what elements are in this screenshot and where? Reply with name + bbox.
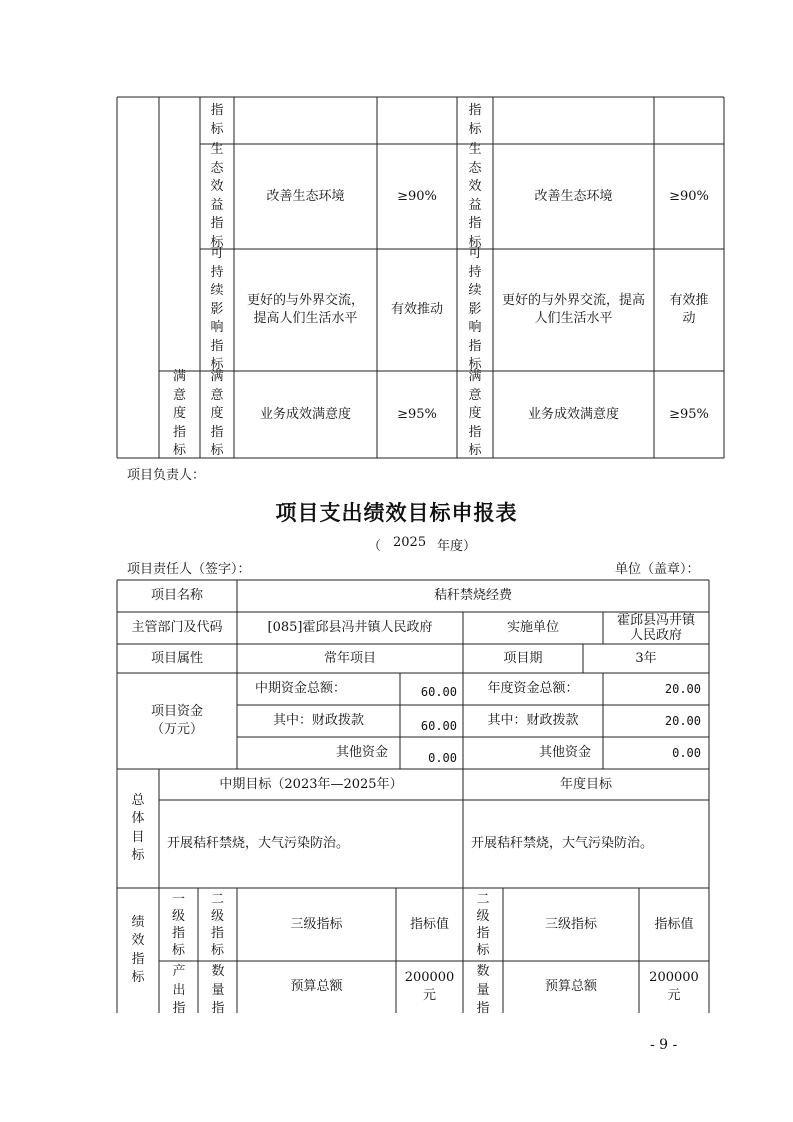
period-label: 项目期 bbox=[503, 650, 543, 666]
year-other-value: 0.00 bbox=[672, 746, 701, 760]
level3-header-left: 三级指标 bbox=[290, 916, 343, 932]
level2-header-right: 二级指标 bbox=[476, 891, 490, 958]
impl-unit-value: 霍邱县冯井镇人民政府 bbox=[617, 613, 696, 643]
top-row3-value-left: ≥95% bbox=[397, 406, 437, 422]
top-row0-level2-right: 指标 bbox=[468, 103, 482, 137]
top-row2-level3-right: 更好的与外界交流，提高人们生活水平 bbox=[501, 293, 645, 326]
project-name-label: 项目名称 bbox=[150, 588, 203, 603]
form-year: 2025 bbox=[393, 535, 427, 550]
top-row1-level2-right: 生态效益指标 bbox=[468, 142, 482, 250]
top-row3-level2-left: 满意度指标 bbox=[210, 369, 224, 459]
top-row3-value-right: ≥95% bbox=[669, 406, 709, 422]
top-row2-value-left: 有效推动 bbox=[390, 302, 443, 317]
project-name-value: 秸秆禁烧经费 bbox=[433, 588, 512, 603]
mid-goal-text: 开展秸秆禁烧，大气污染防治。 bbox=[167, 836, 350, 851]
funds-label-block bbox=[117, 673, 237, 769]
quantity-label-right: 数量指 bbox=[476, 964, 490, 1016]
mid-total-label: 中期资金总额： bbox=[255, 681, 347, 696]
level1-header: 一级指标 bbox=[171, 891, 185, 958]
top-row2-level3-left: 更好的与外界交流，提高人们生活水平 bbox=[246, 293, 364, 326]
budget-label-left: 预算总额 bbox=[290, 979, 343, 994]
output-label: 产出指 bbox=[172, 964, 186, 1016]
top-row2-level2-left: 可持续影响指标 bbox=[210, 246, 224, 373]
attr-value: 常年项目 bbox=[323, 650, 376, 666]
signer-label: 项目责任人（签字）： bbox=[127, 562, 251, 577]
value-header-right: 指标值 bbox=[654, 916, 694, 932]
mid-goal-header: 中期目标（2023年—2025年） bbox=[219, 776, 403, 792]
project-responsible-label: 项目负责人： bbox=[127, 468, 206, 483]
level2-header-left: 二级指标 bbox=[210, 891, 224, 958]
top-row0-level2-left: 指标 bbox=[210, 103, 224, 137]
funds-unit: （万元） bbox=[150, 722, 203, 737]
mid-other-value: 0.00 bbox=[428, 751, 457, 765]
budget-value-right: 200000元 bbox=[649, 970, 699, 1003]
dept-value: [085]霍邱县冯井镇人民政府 bbox=[267, 620, 433, 635]
impl-unit-label: 实施单位 bbox=[506, 620, 559, 635]
top-row1-level2-left: 生态效益指标 bbox=[210, 142, 224, 250]
top-row2-value-right: 有效推动 bbox=[669, 293, 709, 326]
attr-label: 项目属性 bbox=[150, 650, 203, 666]
overall-goal-label: 总体目标 bbox=[131, 792, 145, 863]
top-row3-level3-right: 业务成效满意度 bbox=[527, 406, 619, 422]
perf-label: 绩效指标 bbox=[131, 914, 145, 985]
form-title: 项目支出绩效目标申报表 bbox=[275, 501, 518, 525]
value-header-left: 指标值 bbox=[409, 916, 449, 932]
top-row2-level2-right: 可持续影响指标 bbox=[468, 246, 482, 373]
budget-label-right: 预算总额 bbox=[544, 979, 597, 994]
form-year-suffix: 年度） bbox=[437, 539, 477, 554]
mid-fiscal-value: 60.00 bbox=[420, 719, 457, 733]
level3-header-right: 三级指标 bbox=[544, 916, 597, 932]
dept-label: 主管部门及代码 bbox=[131, 620, 223, 635]
top-row1-value-right: ≥90% bbox=[669, 188, 709, 204]
top-row3-level1: 满意度指标 bbox=[172, 369, 186, 459]
quantity-label-left: 数量指 bbox=[211, 964, 225, 1016]
year-fiscal-value: 20.00 bbox=[664, 714, 701, 728]
year-goal-text: 开展秸秆禁烧，大气污染防治。 bbox=[471, 836, 654, 851]
top-row3-level2-right: 满意度指标 bbox=[468, 369, 482, 459]
top-row1-level3-left: 改善生态环境 bbox=[266, 188, 345, 204]
top-row1-level3-right: 改善生态环境 bbox=[534, 188, 613, 204]
unit-seal-label: 单位（盖章）： bbox=[615, 562, 700, 577]
year-total-value: 20.00 bbox=[664, 682, 701, 696]
year-other-label: 其他资金 bbox=[538, 745, 591, 760]
year-goal-header: 年度目标 bbox=[559, 776, 612, 792]
funds-label: 项目资金 bbox=[150, 704, 203, 719]
mid-total-value: 60.00 bbox=[420, 685, 457, 699]
page-number: - 9 - bbox=[650, 1037, 678, 1053]
budget-value-left: 200000元 bbox=[404, 970, 455, 1003]
year-total-label: 年度资金总额： bbox=[487, 681, 579, 696]
mid-fiscal-label: 其中：财政拨款 bbox=[272, 713, 364, 728]
form-year-open: （ bbox=[368, 539, 382, 554]
mid-other-label: 其他资金 bbox=[335, 745, 388, 760]
top-row1-value-left: ≥90% bbox=[397, 188, 437, 204]
year-fiscal-label: 其中：财政拨款 bbox=[487, 713, 579, 728]
top-row3-level3-left: 业务成效满意度 bbox=[259, 406, 351, 422]
period-value: 3年 bbox=[635, 650, 657, 666]
